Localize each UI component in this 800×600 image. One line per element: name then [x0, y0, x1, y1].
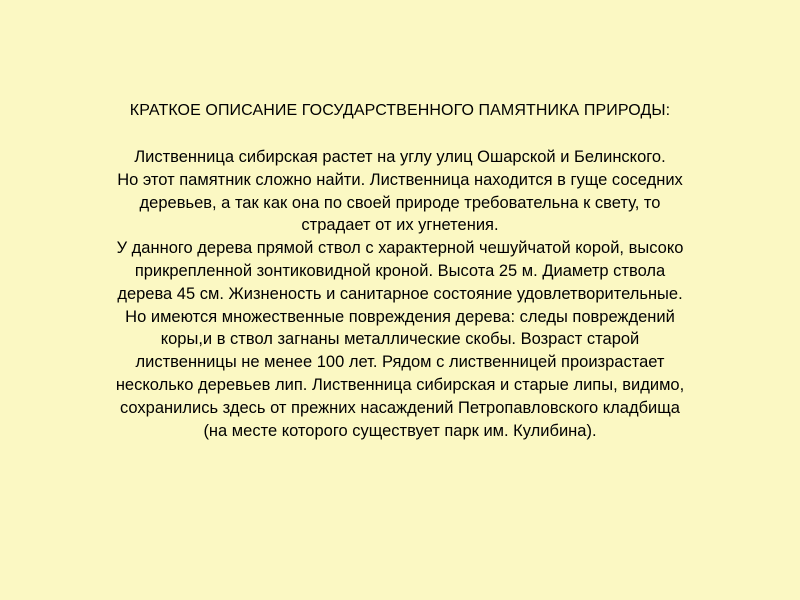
body-line: лиственницы не менее 100 лет. Рядом с лиственницей произрастает [135, 353, 665, 372]
slide-heading: КРАТКОЕ ОПИСАНИЕ ГОСУДАРСТВЕННОГО ПАМЯТНИКА ПРИРОДЫ: [129, 102, 671, 119]
body-line: страдает от их угнетения. [301, 216, 499, 235]
body-line: Но имеются множественные повреждения дерева: следы повреждений [125, 307, 675, 326]
body-line: несколько деревьев лип. Лиственница сибирская и старые липы, видимо, [115, 375, 685, 394]
body-line: дерева 45 см. Жизненость и санитарное состояние удовлетворительные. [117, 284, 683, 303]
body-line: (на месте которого существует парк им. Кулибина). [203, 421, 597, 440]
body-line: Лиственница сибирская растет на углу улиц Ошарской и Белинского. [134, 148, 666, 166]
body-line: деревьев, а так как она по своей природе требовательна к свету, то [139, 193, 661, 212]
spacer [40, 122, 760, 146]
body-line: У данного дерева прямой ствол с характерной чешуйчатой корой, высоко [116, 239, 684, 258]
body-line: Но этот памятник сложно найти. Лиственница находится в гуще соседних [117, 170, 683, 189]
body-line: коры,и в ствол загнаны металлические скобы. Возраст старой [160, 330, 640, 349]
body-line: сохранились здесь от прежних насаждений Петропавловского кладбища [120, 398, 680, 417]
body-line: прикрепленной зонтиковидной кроной. Высота 25 м. Диаметр ствола [134, 261, 666, 280]
slide-content [40, 100, 760, 442]
